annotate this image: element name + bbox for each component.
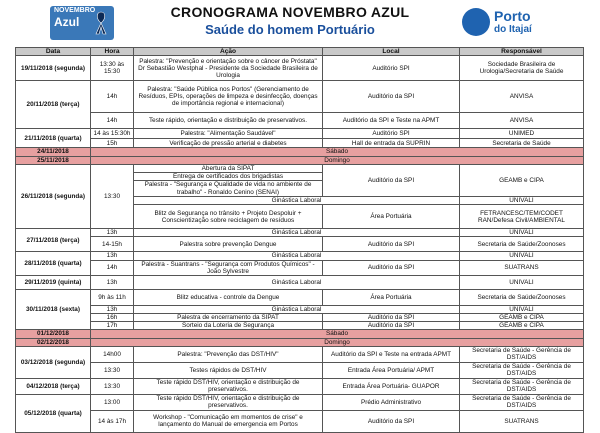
novembro-azul-logo [50,6,114,40]
action-cell: Palestra - "Segurança e Qualidade de vida no ambiente de trabalho" - Ronaldo Cenino (SENAI) [134,181,323,197]
responsible-cell: Secretaria de Saúde - Gerência de DST/AIDS [460,394,584,410]
location-cell: Auditório da SPI [323,237,460,252]
table-row [16,252,584,260]
time-cell: 14h00 [91,346,134,362]
weekday-label: Domingo [91,156,584,164]
table-row [16,346,584,362]
responsible-cell: UNIVALI [460,305,584,313]
action-cell: Blitz de Segurança no trânsito + Projeto Despoluir + Conscientização sobre reciclagem de resíduos [134,205,323,229]
porto-itajai-logo [462,6,552,40]
table-row [16,113,584,129]
responsible-cell: Secretaria de Saúde [460,139,584,148]
responsible-cell: ANVISA [460,81,584,113]
port-emblem-icon [462,8,490,36]
date-cell: 02/12/2018 [16,338,91,346]
time-cell: 13h [91,252,134,260]
action-cell: Palestra de encerramento da SIPAT [134,314,323,322]
time-cell: 14h [91,81,134,113]
date-cell: 25/11/2018 [16,156,91,164]
date-cell: 03/12/2018 (segunda) [16,346,91,378]
weekend-row [16,338,584,346]
action-cell: Teste rápido DST/HIV, orientação e distribuição de preservativos. [134,378,323,394]
responsible-cell: GEAMB e CIPA [460,164,584,196]
time-cell: 14 às 17h [91,410,134,432]
action-cell: Abertura da SIPAT [134,164,323,172]
action-cell: Ginástica Laboral [134,275,460,289]
table-row [16,305,584,313]
action-cell: Teste rápido DST/HIV, orientação e distribuição de preservativos. [134,394,323,410]
time-cell: 13:30 [91,378,134,394]
table-row [16,139,584,148]
date-cell: 26/11/2018 (segunda) [16,164,91,229]
table-row [16,289,584,305]
table-row [16,314,584,322]
weekday-label: Domingo [91,338,584,346]
action-cell: Ginástica Laboral [134,252,460,260]
time-cell: 13h [91,275,134,289]
responsible-cell: Secretaria de Saúde/Zoonoses [460,237,584,252]
action-cell: Ginástica Laboral [134,197,460,205]
location-cell: Área Portuária [323,205,460,229]
location-cell: Prédio Administrativo [323,394,460,410]
responsible-cell: FETRANCESC/TEM/CODET RAN/Defesa Civil/AMBIENTAL [460,205,584,229]
responsible-cell: Secretaria de Saúde/Zoonoses [460,289,584,305]
table-row [16,81,584,113]
responsible-cell: Secretaria de Saúde - Gerência de DST/AIDS [460,346,584,362]
table-row [16,237,584,252]
date-cell: 21/11/2018 (quarta) [16,129,91,148]
table-row [16,410,584,432]
responsible-cell: Secretaria de Saúde - Gerência de DST/AIDS [460,378,584,394]
table-row [16,275,584,289]
action-cell: Palestra: "Prevenção e orientação sobre o câncer de Próstata" Dr Sebastião Westphal - Presidente da Sociedade Brasileira de Urologia [134,56,323,81]
location-cell: Auditório SPI [323,129,460,139]
time-cell: 13:00 [91,394,134,410]
logo-left-bottom-text: Azul [54,15,80,29]
page-subtitle: Saúde do homem Portuário [205,22,375,37]
location-cell: Auditório da SPI [323,164,460,196]
time-cell: 16h [91,314,134,322]
responsible-cell: UNIVALI [460,275,584,289]
time-cell: 14 às 15:30h [91,129,134,139]
document-header [0,0,600,46]
date-cell: 05/12/2018 (quarta) [16,394,91,432]
date-cell: 29/11/2019 (quinta) [16,275,91,289]
schedule-table [15,47,584,433]
action-cell: Blitz educativa - controle da Dengue [134,289,323,305]
location-cell: Auditório da SPI e Teste na entrada APMT [323,346,460,362]
responsible-cell: SUATRANS [460,260,584,275]
date-cell: 30/11/2018 (sexta) [16,289,91,330]
time-cell: 17h [91,322,134,330]
location-cell: Entrada Área Portuária- GUAPOR [323,378,460,394]
location-cell: Entrada Área Portuária/ APMT [323,362,460,378]
ribbon-icon [94,10,108,36]
table-row [16,164,584,172]
location-cell: Auditório da SPI [323,260,460,275]
weekday-label: Sábado [91,148,584,156]
date-cell: 27/11/2018 (terça) [16,229,91,252]
location-cell: Auditório da SPI [323,314,460,322]
weekend-row [16,156,584,164]
time-cell: 15h [91,139,134,148]
responsible-cell: GEAMB e CIPA [460,322,584,330]
action-cell: Palestra: "Alimentação Saudável" [134,129,323,139]
time-cell: 13:30 às 15:30 [91,56,134,81]
responsible-cell: UNIMED [460,129,584,139]
location-cell: Auditório da SPI [323,410,460,432]
column-header: Responsável [460,48,584,56]
responsible-cell: GEAMB e CIPA [460,314,584,322]
action-cell: Ginástica Laboral [134,229,460,237]
column-header: Local [323,48,460,56]
table-row [16,394,584,410]
time-cell: 13:30 [91,164,134,229]
table-row [16,362,584,378]
location-cell: Auditório SPI [323,56,460,81]
responsible-cell: Sociedade Brasileira de Urologia/Secretaria de Saúde [460,56,584,81]
date-cell: 28/11/2018 (quarta) [16,252,91,276]
page-title: CRONOGRAMA NOVEMBRO AZUL [170,4,410,20]
responsible-cell: Secretaria de Saúde - Gerência de DST/AIDS [460,362,584,378]
table-row [16,56,584,81]
time-cell: 14-15h [91,237,134,252]
action-cell: Workshop - "Comunicação em momentos de crise" e lançamento do Manual de emergencia em Portos [134,410,323,432]
time-cell: 13h [91,305,134,313]
logo-right-line1: Porto [494,8,531,24]
column-header: Data [16,48,91,56]
location-cell: Hall de entrada da SUPRIN [323,139,460,148]
time-cell: 14h [91,113,134,129]
weekend-row [16,148,584,156]
responsible-cell: UNIVALI [460,252,584,260]
action-cell: Palestra: "Saúde Pública nos Portos" (Gerenciamento de Resíduos, EPIs, operações de limpeza e desinfecção, doenças de importância regional e internacional) [134,81,323,113]
date-cell: 01/12/2018 [16,330,91,338]
date-cell: 19/11/2018 (segunda) [16,56,91,81]
responsible-cell: SUATRANS [460,410,584,432]
date-cell: 04/12/2018 (terça) [16,378,91,394]
logo-left-top-text: NOVEMBRO [54,7,96,14]
action-cell: Testes rápidos de DST/HIV [134,362,323,378]
table-row [16,229,584,237]
weekday-label: Sábado [91,330,584,338]
table-row [16,378,584,394]
logo-right-line2: do Itajaí [494,24,532,35]
date-cell: 20/11/2018 (terça) [16,81,91,129]
action-cell: Entrega de certificados dos brigadistas [134,172,323,180]
location-cell: Auditório da SPI [323,322,460,330]
time-cell: 13h [91,229,134,237]
location-cell: Área Portuária [323,289,460,305]
action-cell: Sorteio da Loteria de Segurança [134,322,323,330]
action-cell: Verificação de pressão arterial e diabetes [134,139,323,148]
responsible-cell: ANVISA [460,113,584,129]
table-header-row [16,48,584,56]
action-cell: Palestra: "Prevenção das DST/HIV" [134,346,323,362]
time-cell: 13:30 [91,362,134,378]
action-cell: Palestra - Suantrans - "Segurança com Produtos Químicos" - João Sylvestre [134,260,323,275]
location-cell: Auditório da SPI [323,81,460,113]
time-cell: 9h às 11h [91,289,134,305]
responsible-cell: UNIVALI [460,229,584,237]
column-header: Ação [134,48,323,56]
location-cell: Auditório da SPI e Teste na APMT [323,113,460,129]
weekend-row [16,330,584,338]
action-cell: Teste rápido, orientação e distribuição de preservativos. [134,113,323,129]
table-row [16,260,584,275]
action-cell: Ginástica Laboral [134,305,460,313]
responsible-cell: UNIVALI [460,197,584,205]
action-cell: Palestra sobre prevenção Dengue [134,237,323,252]
table-row [16,322,584,330]
time-cell: 14h [91,260,134,275]
column-header: Hora [91,48,134,56]
date-cell: 24/11/2018 [16,148,91,156]
table-row [16,129,584,139]
